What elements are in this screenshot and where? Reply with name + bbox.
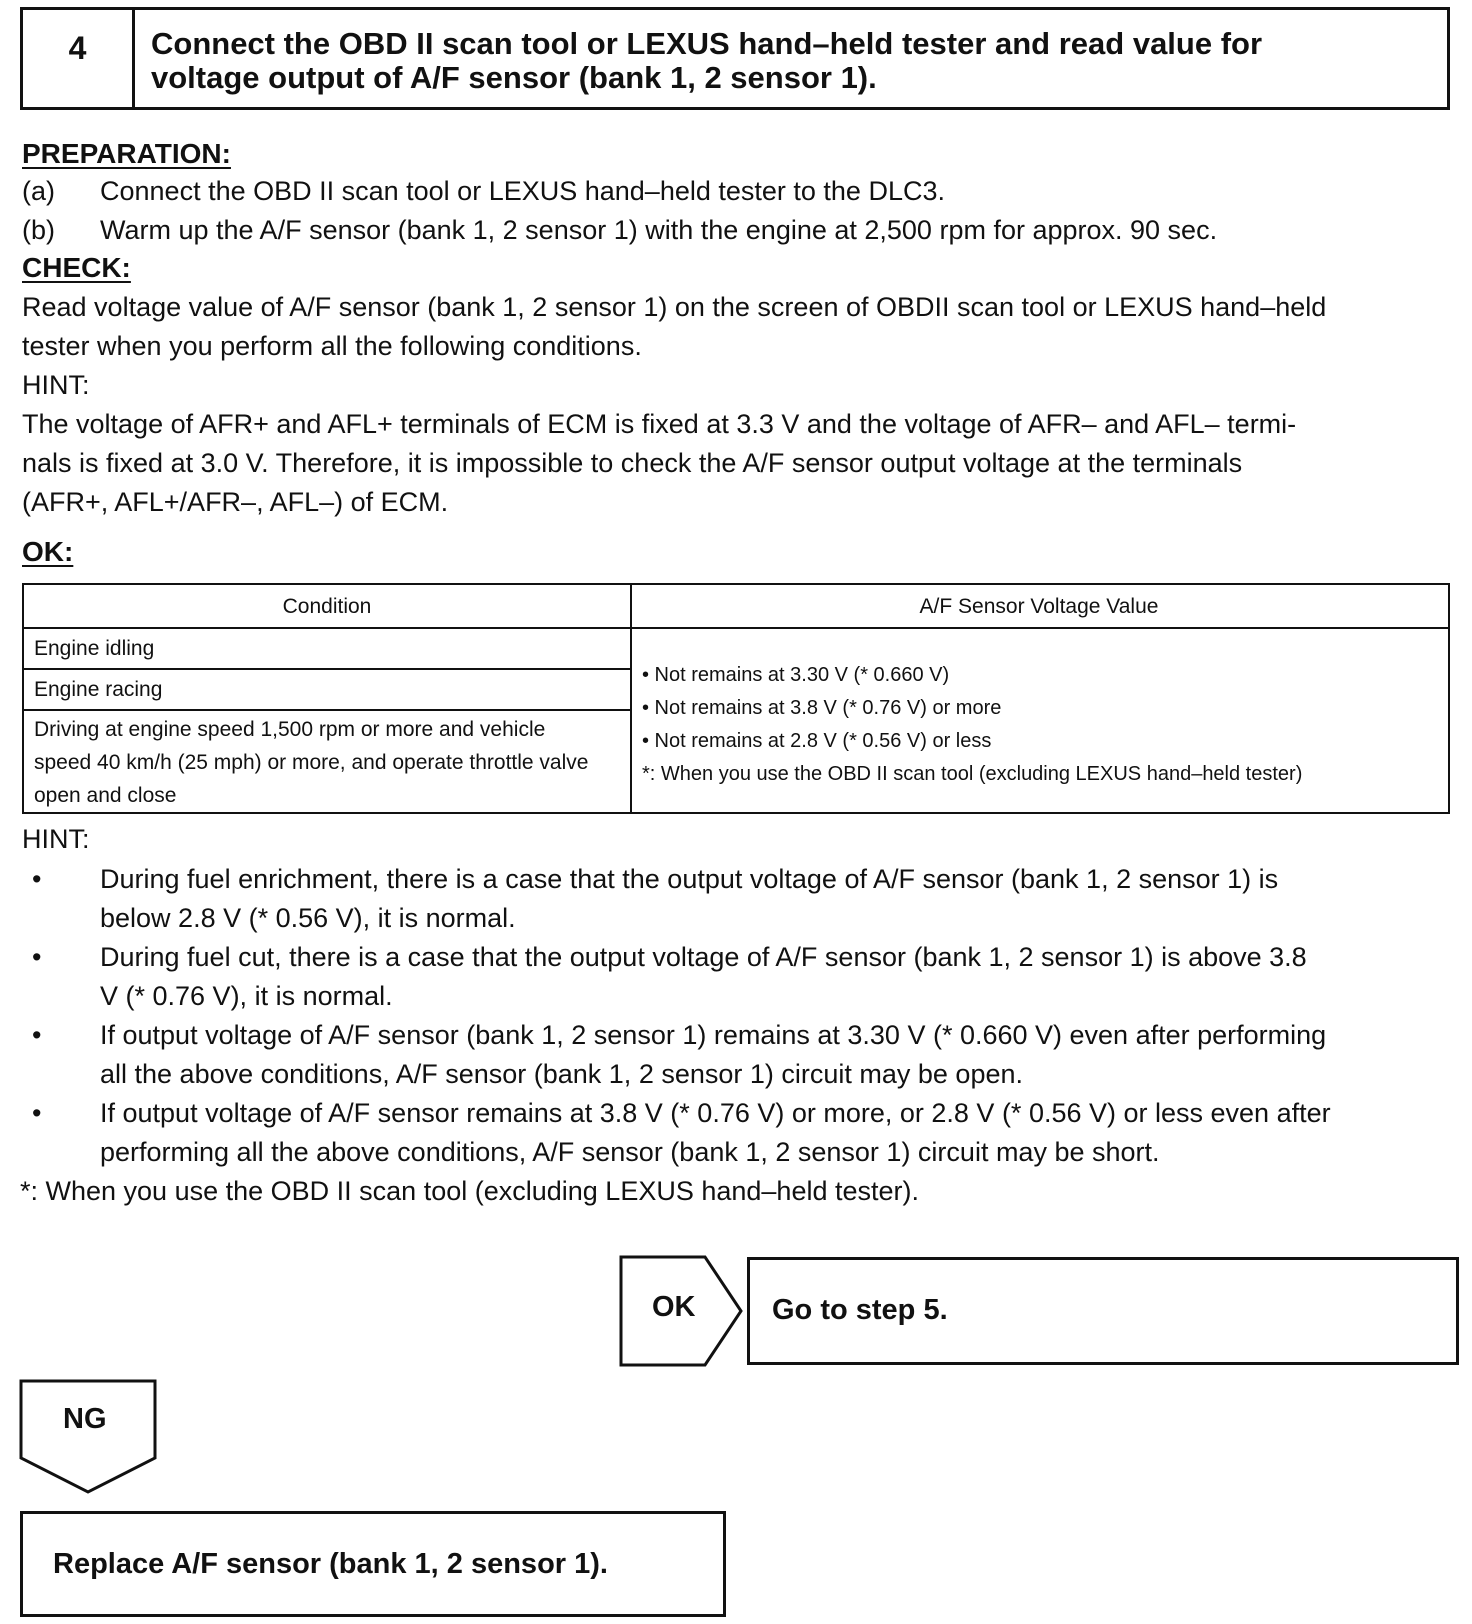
bullet-mark: • <box>32 1098 42 1128</box>
replace-sensor-box: Replace A/F sensor (bank 1, 2 sensor 1). <box>20 1511 726 1617</box>
bullet-line: During fuel cut, there is a case that the output voltage of A/F sensor (bank 1, 2 sensor 1) is above 3.8 <box>100 942 1307 972</box>
hint-line3: (AFR+, AFL+/AFR–, AFL–) of ECM. <box>22 487 449 517</box>
preparation-item-a <box>22 172 1462 211</box>
bullet-mark: • <box>32 942 42 972</box>
ok-table <box>22 583 1450 814</box>
condition-driving-line3: open and close <box>34 784 177 807</box>
hint-line2: nals is fixed at 3.0 V. Therefore, it is impossible to check the A/F sensor output voltage at the terminals <box>22 448 1243 478</box>
step-number: 4 <box>23 10 135 107</box>
voltage-footnote: *: When you use the OBD II scan tool (excluding LEXUS hand–held tester) <box>642 763 1303 785</box>
hint2-label: HINT: <box>22 824 90 854</box>
row-divider <box>24 709 630 711</box>
bullet-line: If output voltage of A/F sensor (bank 1, 2 sensor 1) remains at 3.30 V (* 0.660 V) even after performing <box>100 1020 1327 1050</box>
item-text: Connect the OBD II scan tool or LEXUS hand–held tester to the DLC3. <box>100 176 945 206</box>
bullet-mark: • <box>32 864 42 894</box>
bullet-line: below 2.8 V (* 0.56 V), it is normal. <box>100 903 516 933</box>
bullet-line: all the above conditions, A/F sensor (bank 1, 2 sensor 1) circuit may be open. <box>100 1059 1023 1089</box>
col-header-condition: Condition <box>282 595 372 618</box>
voltage-value-3: • Not remains at 2.8 V (* 0.56 V) or less <box>642 730 992 752</box>
hint-line1: The voltage of AFR+ and AFL+ terminals of ECM is fixed at 3.3 V and the voltage of AFR– and AFL– termi- <box>22 409 1297 439</box>
check-line1: Read voltage value of A/F sensor (bank 1, 2 sensor 1) on the screen of OBDII scan tool or LEXUS hand–held <box>22 292 1327 322</box>
preparation-list <box>22 172 1462 250</box>
item-text: Warm up the A/F sensor (bank 1, 2 sensor 1) with the engine at 2,500 rpm for approx. 90 sec. <box>100 215 1218 245</box>
ng-label: NG <box>63 1403 107 1435</box>
preparation-heading: PREPARATION: <box>22 138 231 169</box>
column-divider <box>630 585 632 812</box>
bullet-line: performing all the above conditions, A/F sensor (bank 1, 2 sensor 1) circuit may be short. <box>100 1137 1160 1167</box>
item-label: (a) <box>22 176 55 206</box>
step-header <box>20 7 1450 110</box>
go-to-step-box: Go to step 5. <box>747 1257 1459 1365</box>
step-title <box>135 10 1262 107</box>
bullet-item <box>22 938 1462 1016</box>
preparation-item-b <box>22 211 1462 250</box>
condition-driving-line1: Driving at engine speed 1,500 rpm or more and vehicle <box>34 718 546 741</box>
condition-engine-racing: Engine racing <box>34 678 163 701</box>
hint2-footnote: *: When you use the OBD II scan tool (excluding LEXUS hand–held tester). <box>20 1176 919 1206</box>
header-divider <box>24 627 1448 629</box>
bullet-line: If output voltage of A/F sensor remains at 3.8 V (* 0.76 V) or more, or 2.8 V (* 0.56 V) or less even after <box>100 1098 1331 1128</box>
bullet-mark: • <box>32 1020 42 1050</box>
hint2-bullets <box>22 860 1462 1211</box>
check-line2: tester when you perform all the following conditions. <box>22 331 642 361</box>
check-text <box>22 288 1462 522</box>
bullet-item <box>22 1094 1462 1172</box>
condition-driving-line2: speed 40 km/h (25 mph) or more, and operate throttle valve <box>34 751 589 774</box>
item-label: (b) <box>22 215 55 245</box>
check-heading: CHECK: <box>22 252 131 283</box>
ng-arrow-icon <box>19 1379 159 1495</box>
bullet-item <box>22 860 1462 938</box>
voltage-values <box>642 659 1302 791</box>
col-header-voltage: A/F Sensor Voltage Value <box>919 595 1159 618</box>
ok-label: OK <box>652 1291 696 1323</box>
ok-heading: OK: <box>22 536 74 567</box>
bullet-line: During fuel enrichment, there is a case that the output voltage of A/F sensor (bank 1, 2 sensor 1) is <box>100 864 1279 894</box>
condition-engine-idling: Engine idling <box>34 637 155 660</box>
bullet-item <box>22 1016 1462 1094</box>
hint-label: HINT: <box>22 370 90 400</box>
bullet-line: V (* 0.76 V), it is normal. <box>100 981 393 1011</box>
voltage-value-1: • Not remains at 3.30 V (* 0.660 V) <box>642 664 950 686</box>
row-divider <box>24 668 630 670</box>
voltage-value-2: • Not remains at 3.8 V (* 0.76 V) or more <box>642 697 1002 719</box>
step-title-line1: Connect the OBD II scan tool or LEXUS hand–held tester and read value for <box>151 26 1263 61</box>
step-title-line2: voltage output of A/F sensor (bank 1, 2 sensor 1). <box>151 60 877 95</box>
